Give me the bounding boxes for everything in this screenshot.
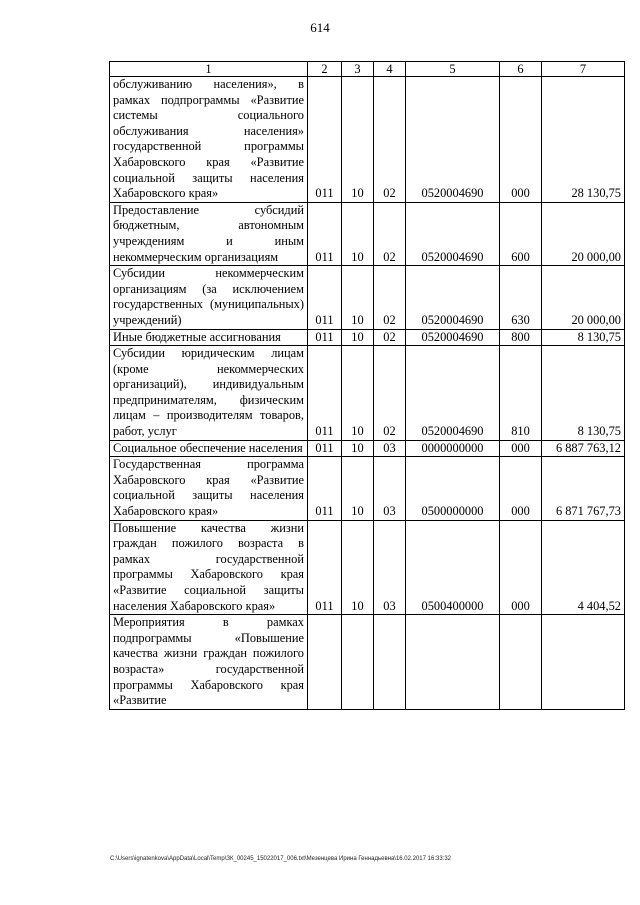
cell-section: 10 bbox=[342, 77, 374, 203]
cell-expense-type: 000 bbox=[500, 77, 542, 203]
row-name: Субсидии некоммерческим организациям (за исключением государственных (муниципальных) учреждений) bbox=[110, 266, 308, 329]
row-name: Мероприятия в рамках подпрограммы «Повышение качества жизни граждан пожилого возраста» государственной программы Хабаровского края «Развитие bbox=[110, 615, 308, 710]
cell-amount: 6 887 763,12 bbox=[542, 440, 625, 457]
cell-amount: 8 130,75 bbox=[542, 329, 625, 346]
cell-subsection: 02 bbox=[374, 346, 406, 441]
row-name: Повышение качества жизни граждан пожилого возраста в рамках государственной программы Хабаровского края «Развитие социальной защиты населения Хабаровского края» bbox=[110, 520, 308, 615]
cell-expense-type: 800 bbox=[500, 329, 542, 346]
column-header: 1 bbox=[110, 62, 308, 77]
cell-subsection: 02 bbox=[374, 266, 406, 329]
cell-section: 10 bbox=[342, 202, 374, 265]
page-number: 614 bbox=[310, 20, 330, 35]
cell-ministry-code: 011 bbox=[308, 457, 342, 520]
cell-target-article: 0000000000 bbox=[406, 440, 500, 457]
cell-ministry-code: 011 bbox=[308, 346, 342, 441]
table-row bbox=[110, 202, 625, 265]
cell-subsection: 03 bbox=[374, 457, 406, 520]
file-path-footer: C:\Users\ignatenkova\AppData\Local\Temp\ЗК_00245_15022017_006.txt\Мезенцева Ирина Геннадьевна\16.02.2017 16:33:32 bbox=[110, 856, 452, 862]
cell-target-article: 0520004690 bbox=[406, 77, 500, 203]
cell-amount: 20 000,00 bbox=[542, 266, 625, 329]
table-row bbox=[110, 520, 625, 615]
cell-section: 10 bbox=[342, 346, 374, 441]
cell-ministry-code: 011 bbox=[308, 520, 342, 615]
cell-subsection: 02 bbox=[374, 329, 406, 346]
cell-section: 10 bbox=[342, 329, 374, 346]
column-header: 4 bbox=[374, 62, 406, 77]
table-row bbox=[110, 457, 625, 520]
cell-target-article: 0520004690 bbox=[406, 346, 500, 441]
cell-amount: 4 404,52 bbox=[542, 520, 625, 615]
cell-expense-type bbox=[500, 615, 542, 710]
cell-ministry-code: 011 bbox=[308, 77, 342, 203]
cell-amount: 6 871 767,73 bbox=[542, 457, 625, 520]
cell-section: 10 bbox=[342, 457, 374, 520]
cell-expense-type: 000 bbox=[500, 520, 542, 615]
table-row bbox=[110, 329, 625, 346]
table-row bbox=[110, 440, 625, 457]
table-row bbox=[110, 346, 625, 441]
cell-target-article: 0500400000 bbox=[406, 520, 500, 615]
cell-section: 10 bbox=[342, 520, 374, 615]
cell-ministry-code: 011 bbox=[308, 440, 342, 457]
row-name: Субсидии юридическим лицам (кроме некоммерческих организаций), индивидуальным предпринимателям, физическим лицам – производителям товаров, работ, услуг bbox=[110, 346, 308, 441]
cell-subsection: 03 bbox=[374, 440, 406, 457]
cell-subsection bbox=[374, 615, 406, 710]
row-name: Иные бюджетные ассигнования bbox=[110, 329, 308, 346]
table-header-row bbox=[110, 62, 625, 77]
cell-section: 10 bbox=[342, 440, 374, 457]
cell-target-article: 0520004690 bbox=[406, 329, 500, 346]
column-header: 7 bbox=[542, 62, 625, 77]
column-header: 3 bbox=[342, 62, 374, 77]
row-name: обслуживанию населения», в рамках подпрограммы «Развитие системы социального обслуживания населения» государственной программы Хабаровского края «Развитие социальной защиты населения Хабаровского края» bbox=[110, 77, 308, 203]
cell-expense-type: 810 bbox=[500, 346, 542, 441]
cell-target-article bbox=[406, 615, 500, 710]
table-row bbox=[110, 77, 625, 203]
cell-expense-type: 600 bbox=[500, 202, 542, 265]
cell-section: 10 bbox=[342, 266, 374, 329]
budget-table bbox=[109, 61, 625, 710]
cell-target-article: 0500000000 bbox=[406, 457, 500, 520]
table-row bbox=[110, 615, 625, 710]
cell-ministry-code: 011 bbox=[308, 266, 342, 329]
cell-amount bbox=[542, 615, 625, 710]
cell-ministry-code: 011 bbox=[308, 329, 342, 346]
cell-expense-type: 000 bbox=[500, 457, 542, 520]
row-name: Предоставление субсидий бюджетным, автономным учреждениям и иным некоммерческим организациям bbox=[110, 202, 308, 265]
cell-expense-type: 000 bbox=[500, 440, 542, 457]
cell-amount: 28 130,75 bbox=[542, 77, 625, 203]
cell-ministry-code bbox=[308, 615, 342, 710]
column-header: 6 bbox=[500, 62, 542, 77]
column-header: 5 bbox=[406, 62, 500, 77]
cell-subsection: 03 bbox=[374, 520, 406, 615]
column-header: 2 bbox=[308, 62, 342, 77]
cell-amount: 8 130,75 bbox=[542, 346, 625, 441]
cell-target-article: 0520004690 bbox=[406, 266, 500, 329]
row-name: Государственная программа Хабаровского края «Развитие социальной защиты населения Хабаровского края» bbox=[110, 457, 308, 520]
cell-amount: 20 000,00 bbox=[542, 202, 625, 265]
cell-subsection: 02 bbox=[374, 77, 406, 203]
cell-section bbox=[342, 615, 374, 710]
row-name: Социальное обеспечение населения bbox=[110, 440, 308, 457]
cell-expense-type: 630 bbox=[500, 266, 542, 329]
table-row bbox=[110, 266, 625, 329]
cell-subsection: 02 bbox=[374, 202, 406, 265]
cell-target-article: 0520004690 bbox=[406, 202, 500, 265]
cell-ministry-code: 011 bbox=[308, 202, 342, 265]
